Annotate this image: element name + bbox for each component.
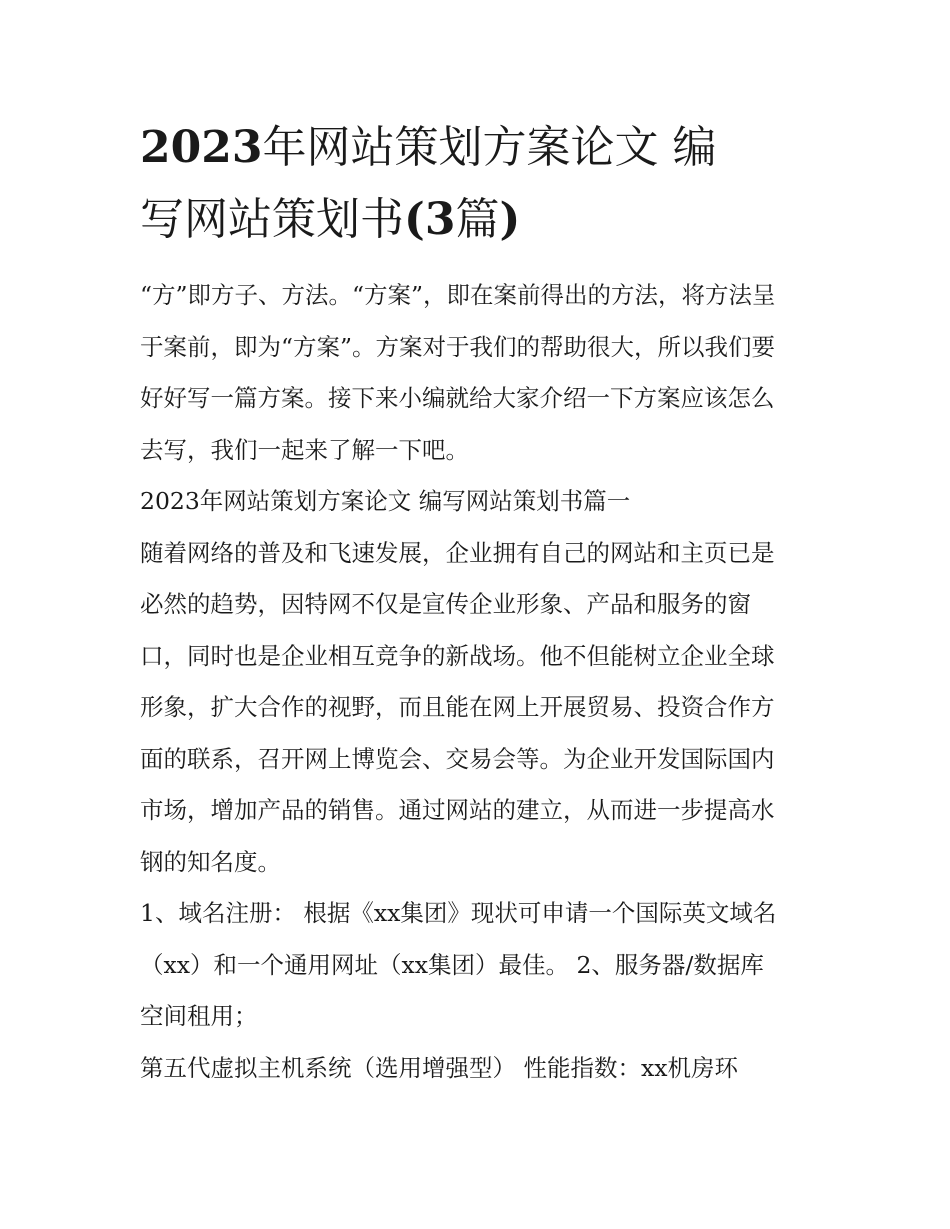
document-title	[140, 112, 812, 256]
text-line: 必然的趋势，因特网不仅是宣传企业形象、产品和服务的窗	[140, 590, 751, 618]
title-line-2	[140, 184, 812, 256]
section-heading	[140, 476, 812, 528]
text-line: （xx）和一个通用网址（xx集团）最佳。 2、服务器/数据库	[140, 950, 764, 979]
title-text: 写网站策划书	[140, 194, 404, 245]
text-line: 2023年网站策划方案论文 编写网站策划书篇一	[140, 487, 631, 515]
text-line: 形象，扩大合作的视野，而且能在网上开展贸易、投资合作方	[140, 693, 775, 721]
title-count: (3	[404, 194, 456, 245]
title-text: 篇	[455, 194, 500, 245]
text-line: 口，同时也是企业相互竞争的新战场。他不但能树立企业全球	[140, 641, 775, 670]
body-paragraph	[140, 1043, 812, 1095]
text-line: “方”即方子、方法。“方案”，即在案前得出的方法，将方法呈	[140, 281, 776, 309]
title-paren: )	[499, 194, 521, 245]
title-line-1	[140, 112, 812, 184]
text-line: 钢的知名度。	[140, 847, 281, 876]
body-paragraph	[140, 528, 812, 889]
text-line: 第五代虚拟主机系统（选用增强型） 性能指数：xx机房环	[140, 1053, 738, 1082]
text-line: 空间租用；	[140, 1002, 258, 1030]
text-line: 市场，增加产品的销售。通过网站的建立，从而进一步提高水	[140, 796, 775, 824]
document-body	[140, 270, 812, 1094]
document-page	[140, 112, 812, 1094]
text-line: 去写，我们一起来了解一下吧。	[140, 435, 469, 464]
text-line: 于案前，即为“方案”。方案对于我们的帮助很大，所以我们要	[140, 332, 776, 361]
title-text: 年网站策划方案论文 编	[262, 122, 717, 173]
text-line: 随着网络的普及和飞速发展，企业拥有自己的网站和主页已是	[140, 538, 775, 567]
list-paragraph	[140, 888, 812, 1043]
text-line: 好好写一篇方案。接下来小编就给大家介绍一下方案应该怎么	[140, 384, 775, 412]
intro-paragraph	[140, 270, 812, 476]
title-year: 2023	[140, 122, 263, 173]
text-line: 面的联系，召开网上博览会、交易会等。为企业开发国际国内	[140, 744, 775, 773]
text-line: 1、域名注册： 根据《xx集团》现状可申请一个国际英文域名	[140, 899, 777, 927]
